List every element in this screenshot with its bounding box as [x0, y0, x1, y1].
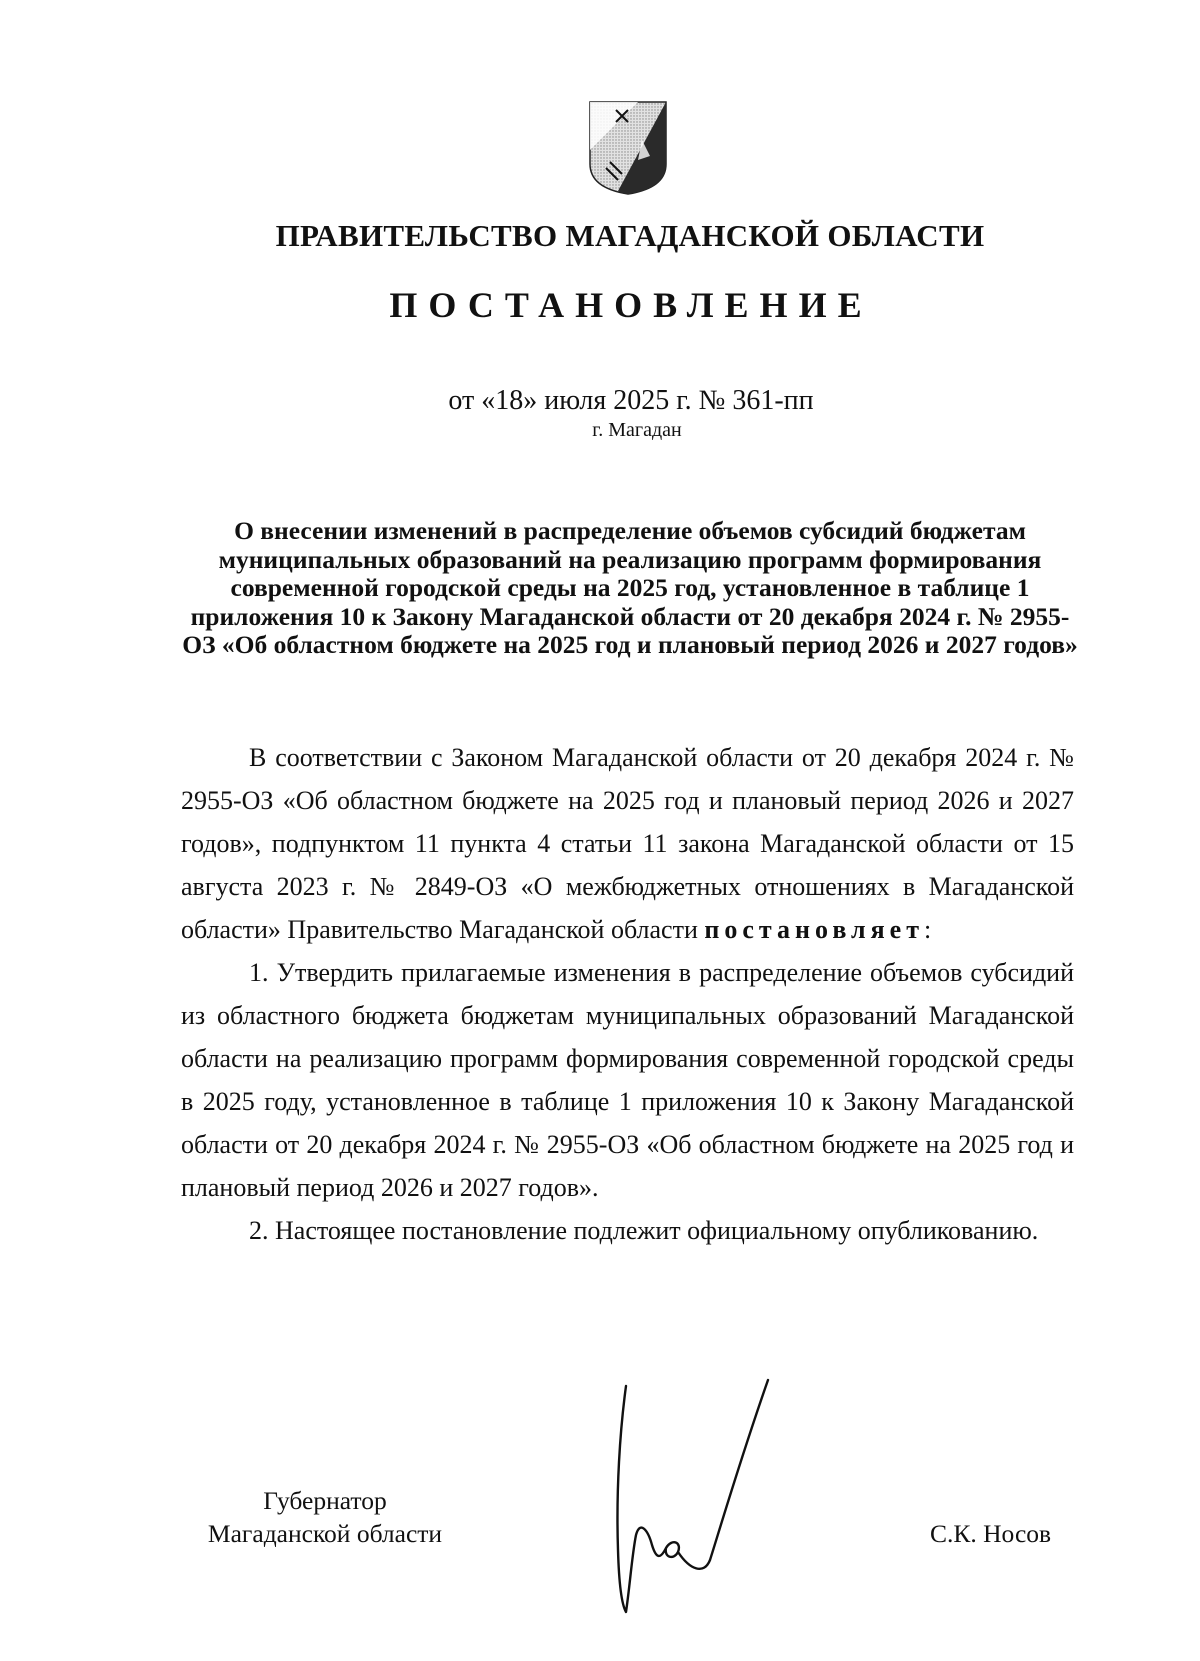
decree-colon: :: [924, 915, 932, 944]
document-subject: О внесении изменений в распределение объемов субсидий бюджетам муниципальных образований на реализацию программ формирования современной городской среды на 2025 год, установленное в таблице 1 приложения 10 к Закону Магаданской области от 20 декабря 2024 г. № 2955-ОЗ «Об областном бюджете на 2025 год и плановый период 2026 и 2027 годов»: [182, 516, 1078, 659]
item-2-paragraph: 2. Настоящее постановление подлежит официальному опубликованию.: [249, 1216, 1039, 1245]
document-date-number: от «18» июля 2025 г. № 361-пп: [448, 385, 814, 416]
handwritten-signature: [600, 1370, 820, 1620]
signatory-name: С.К. Носов: [930, 1519, 1052, 1548]
preamble-text: В соответствии с Законом Магаданской области от 20 декабря 2024 г. № 2955-ОЗ «Об областном бюджете на 2025 год и плановый период 2026 и 2027 годов», подпунктом 11 пункта 4 статьи 11 закона Магаданской области от 15 августа 2023 г. № 2849-ОЗ «О межбюджетных отношениях в Магаданской области» Правительство Магаданской области: [181, 743, 1074, 944]
document-body: [181, 736, 1074, 1252]
preamble-paragraph: [181, 736, 1074, 951]
signatory-position-line-2: Магаданской области: [207, 1519, 443, 1548]
decree-word: постановляет: [704, 915, 924, 944]
item-1-paragraph: 1. Утвердить прилагаемые изменения в распределение объемов субсидий из областного бюджета бюджетам муниципальных образований Магаданской области на реализацию программ формирования современной городской среды в 2025 году, установленное в таблице 1 приложения 10 к Закону Магаданской области от 20 декабря 2024 г. № 2955-ОЗ «Об областном бюджете на 2025 год и плановый период 2026 и 2027 годов».: [181, 958, 1074, 1202]
magadan-coat-of-arms-icon: [588, 100, 668, 196]
government-title: ПРАВИТЕЛЬСТВО МАГАДАНСКОЙ ОБЛАСТИ: [275, 218, 985, 253]
signatory-position-line-1: Губернатор: [263, 1486, 387, 1515]
signatory-position: [185, 1484, 465, 1550]
document-city: г. Магадан: [592, 419, 682, 441]
document-type: ПОСТАНОВЛЕНИЕ: [389, 285, 873, 325]
